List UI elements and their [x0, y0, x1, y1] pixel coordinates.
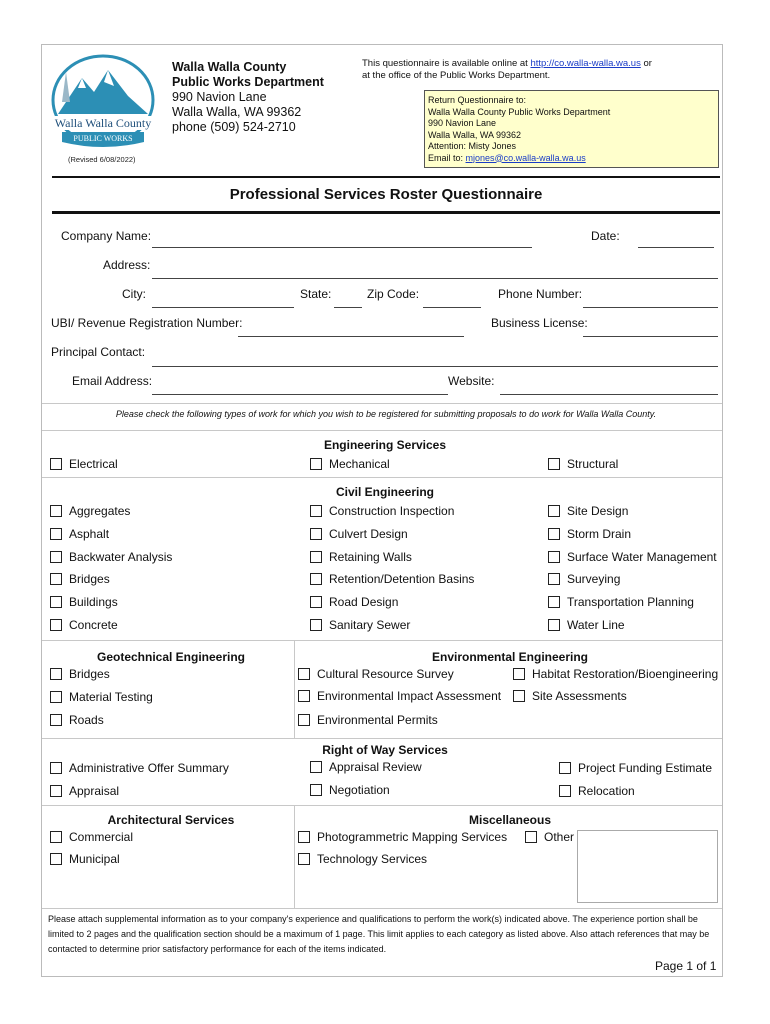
checkbox[interactable]	[50, 528, 62, 540]
website-input[interactable]	[500, 394, 718, 395]
other-text-box[interactable]	[577, 830, 718, 903]
checkbox-label: Aggregates	[69, 504, 131, 518]
checkbox-relocation[interactable]	[559, 784, 635, 798]
return-box	[424, 90, 719, 168]
checkbox-site-design[interactable]	[548, 504, 628, 518]
return-line: Walla Walla County Public Works Department	[428, 106, 611, 117]
checkbox-photogrammetric-mapping[interactable]	[298, 830, 507, 844]
checkbox-municipal[interactable]	[50, 852, 120, 866]
checkbox-environmental-permits[interactable]	[298, 713, 438, 727]
checkbox-site-assessments[interactable]	[513, 689, 627, 703]
checkbox-label: Bridges	[69, 667, 110, 681]
return-email-link[interactable]: mjones@co.walla-walla.wa.us	[465, 152, 586, 163]
checkbox[interactable]	[310, 505, 322, 517]
checkbox-label: Electrical	[69, 457, 118, 471]
divider	[42, 908, 722, 909]
checkbox[interactable]	[548, 551, 560, 563]
checkbox-commercial[interactable]	[50, 830, 133, 844]
checkbox-habitat-restoration[interactable]	[513, 667, 718, 681]
checkbox-geo-bridges[interactable]	[50, 667, 110, 681]
checkbox-label: Surveying	[567, 572, 621, 586]
divider	[42, 430, 722, 431]
checkbox-label: Bridges	[69, 572, 110, 586]
checkbox-water-line[interactable]	[548, 618, 625, 632]
checkbox-roads[interactable]	[50, 713, 104, 727]
checkbox[interactable]	[50, 551, 62, 563]
checkbox-buildings[interactable]	[50, 595, 118, 609]
availability-text: This questionnaire is available online at	[362, 58, 531, 69]
org-city: Walla Walla, WA 99362	[172, 105, 302, 119]
checkbox-label: Commercial	[69, 830, 134, 844]
license-label: Business License:	[491, 316, 588, 330]
checkbox-label: Technology Services	[317, 852, 428, 866]
checkbox[interactable]	[50, 831, 62, 843]
logo-dept-text: PUBLIC WORKS	[73, 134, 133, 143]
checkbox-label: Habitat Restoration/Bioengineering	[532, 667, 719, 681]
checkbox[interactable]	[310, 596, 322, 608]
availability-note	[362, 58, 712, 82]
checkbox-retention-detention-basins[interactable]	[310, 572, 474, 586]
header-rule	[52, 176, 720, 178]
checkbox-label: Construction Inspection	[329, 504, 455, 518]
checkbox-concrete[interactable]	[50, 618, 118, 632]
checkbox[interactable]	[298, 853, 310, 865]
ubi-label: UBI/ Revenue Registration Number:	[51, 316, 243, 330]
checkbox-label: Retention/Detention Basins	[329, 572, 475, 586]
title-rule	[52, 211, 720, 214]
checkbox-mechanical[interactable]	[310, 457, 390, 471]
geotechnical-heading: Geotechnical Engineering	[96, 650, 246, 664]
divider	[42, 805, 722, 806]
checkbox-culvert-design[interactable]	[310, 527, 408, 541]
date-label: Date:	[591, 229, 620, 243]
revised-date: (Revised 6/08/2022)	[68, 155, 136, 164]
checkbox-project-funding-estimate[interactable]	[559, 761, 712, 775]
license-input[interactable]	[583, 336, 718, 337]
address-label: Address:	[103, 258, 151, 272]
checkbox-structural[interactable]	[548, 457, 618, 471]
checkbox[interactable]	[310, 551, 322, 563]
environmental-heading: Environmental Engineering	[431, 650, 589, 664]
checkbox[interactable]	[310, 573, 322, 585]
return-email-line	[428, 153, 715, 165]
checkbox-label: Mechanical	[329, 457, 390, 471]
checkbox[interactable]	[513, 668, 525, 680]
divider	[42, 477, 722, 478]
checkbox-label: Transportation Planning	[567, 595, 694, 609]
checkbox-road-design[interactable]	[310, 595, 398, 609]
checkbox-label: Water Line	[567, 618, 625, 632]
checkbox-label: Other	[544, 830, 575, 844]
checkbox-asphalt[interactable]	[50, 527, 109, 541]
page-number: Page 1 of 1	[655, 959, 717, 973]
state-label: State:	[300, 287, 332, 301]
checkbox-label: Roads	[69, 713, 104, 727]
right-of-way-heading: Right of Way Services	[322, 743, 448, 757]
checkbox-other[interactable]	[525, 830, 574, 844]
checkbox-label: Appraisal Review	[329, 760, 422, 774]
divider	[42, 640, 722, 641]
checkbox[interactable]	[50, 596, 62, 608]
page-title: Professional Services Roster Questionnaire	[229, 186, 543, 203]
checkbox-surveying[interactable]	[548, 572, 620, 586]
zip-label: Zip Code:	[367, 287, 420, 301]
checkbox[interactable]	[310, 761, 322, 773]
city-input[interactable]	[152, 307, 294, 308]
checkbox[interactable]	[50, 762, 62, 774]
company-name-label: Company Name:	[61, 229, 152, 243]
divider	[42, 738, 722, 739]
miscellaneous-heading: Miscellaneous	[468, 813, 552, 827]
checkbox-label: Negotiation	[329, 783, 390, 797]
checkbox[interactable]	[50, 458, 62, 470]
email-label: Email to:	[428, 152, 466, 163]
checkbox[interactable]	[559, 785, 571, 797]
checkbox-label: Photogrammetric Mapping Services	[317, 830, 508, 844]
checkbox-label: Cultural Resource Survey	[317, 667, 454, 681]
checkbox[interactable]	[513, 690, 525, 702]
email-address-label: Email Address:	[72, 374, 153, 388]
checkbox[interactable]	[50, 619, 62, 631]
checkbox[interactable]	[50, 785, 62, 797]
checkbox-label: Road Design	[329, 595, 399, 609]
return-line: Walla Walla, WA 99362	[428, 129, 522, 140]
checkbox-label: Project Funding Estimate	[578, 761, 713, 775]
date-input[interactable]	[638, 247, 714, 248]
checkbox-label: Site Assessments	[532, 689, 627, 703]
checkbox[interactable]	[559, 762, 571, 774]
checkbox-environmental-impact-assessment[interactable]	[298, 689, 501, 703]
address-input[interactable]	[152, 278, 718, 279]
phone-label: Phone Number:	[498, 287, 583, 301]
checkbox-backwater-analysis[interactable]	[50, 550, 172, 564]
checkbox-label: Buildings	[69, 595, 118, 609]
checkbox-label: Sanitary Sewer	[329, 618, 411, 632]
checkbox[interactable]	[548, 573, 560, 585]
checkbox[interactable]	[298, 714, 310, 726]
availability-or: or	[640, 58, 652, 69]
phone-input[interactable]	[583, 307, 718, 308]
county-logo	[48, 52, 158, 164]
checkbox-label: Retaining Walls	[329, 550, 412, 564]
divider	[42, 403, 722, 404]
checkbox[interactable]	[298, 831, 310, 843]
checkbox-administrative-offer-summary[interactable]	[50, 761, 229, 775]
checkbox-label: Material Testing	[69, 690, 153, 704]
availability-line2: at the office of the Public Works Department.	[362, 70, 551, 81]
checkbox[interactable]	[548, 458, 560, 470]
checkbox[interactable]	[548, 596, 560, 608]
checkbox[interactable]	[50, 668, 62, 680]
checkbox-aggregates[interactable]	[50, 504, 130, 518]
checkbox-storm-drain[interactable]	[548, 527, 631, 541]
zip-input[interactable]	[423, 307, 481, 308]
website-label: Website:	[448, 374, 495, 388]
checkbox-cultural-resource-survey[interactable]	[298, 667, 454, 681]
checkbox-label: Surface Water Management	[567, 550, 717, 564]
checkbox[interactable]	[548, 528, 560, 540]
checkbox[interactable]	[548, 505, 560, 517]
state-input[interactable]	[334, 307, 362, 308]
column-divider	[294, 640, 295, 738]
checkbox-bridges[interactable]	[50, 572, 110, 586]
return-line: Return Questionnaire to:	[428, 95, 527, 105]
checkbox-electrical[interactable]	[50, 457, 118, 471]
return-line: Attention: Misty Jones	[428, 141, 517, 151]
checkbox[interactable]	[50, 573, 62, 585]
checkbox-negotiation[interactable]	[310, 783, 390, 797]
checkbox-appraisal-review[interactable]	[310, 760, 422, 774]
principal-label: Principal Contact:	[51, 345, 146, 359]
checkbox-construction-inspection[interactable]	[310, 504, 454, 518]
ubi-input[interactable]	[238, 336, 464, 337]
checkbox-label: Municipal	[69, 852, 120, 866]
checkbox[interactable]	[310, 619, 322, 631]
checkbox[interactable]	[310, 458, 322, 470]
checkbox-transportation-planning[interactable]	[548, 595, 694, 609]
checkbox-label: Concrete	[69, 618, 118, 632]
checkbox-surface-water-management[interactable]	[548, 550, 717, 564]
org-dept: Public Works Department	[172, 75, 324, 89]
architectural-heading: Architectural Services	[107, 813, 235, 827]
checkbox[interactable]	[50, 714, 62, 726]
org-address	[172, 60, 324, 135]
checkbox[interactable]	[310, 784, 322, 796]
return-line: 990 Navion Lane	[428, 118, 497, 128]
instructions: Please check the following types of work for which you wish to be registered for submitting proposals to do work for Walla Walla County.	[115, 409, 657, 419]
checkbox-label: Environmental Impact Assessment	[317, 689, 502, 703]
checkbox-retaining-walls[interactable]	[310, 550, 412, 564]
email-input[interactable]	[152, 394, 448, 395]
checkbox[interactable]	[50, 691, 62, 703]
org-phone: phone (509) 524-2710	[172, 120, 296, 134]
checkbox-sanitary-sewer[interactable]	[310, 618, 410, 632]
checkbox-label: Asphalt	[69, 527, 110, 541]
checkbox-technology-services[interactable]	[298, 852, 427, 866]
checkbox-label: Site Design	[567, 504, 629, 518]
checkbox[interactable]	[50, 505, 62, 517]
principal-input[interactable]	[152, 366, 718, 367]
checkbox[interactable]	[548, 619, 560, 631]
checkbox-label: Environmental Permits	[317, 713, 438, 727]
checkbox-label: Storm Drain	[567, 527, 632, 541]
checkbox[interactable]	[525, 831, 537, 843]
checkbox[interactable]	[310, 528, 322, 540]
checkbox[interactable]	[298, 668, 310, 680]
org-name: Walla Walla County	[172, 60, 287, 74]
checkbox-label: Appraisal	[69, 784, 120, 798]
logo-name-text: Walla Walla County	[54, 116, 152, 130]
checkbox[interactable]	[298, 690, 310, 702]
checkbox-material-testing[interactable]	[50, 690, 153, 704]
city-label: City:	[122, 287, 146, 301]
checkbox[interactable]	[50, 853, 62, 865]
checkbox-label: Backwater Analysis	[69, 550, 173, 564]
org-street: 990 Navion Lane	[172, 90, 267, 104]
checkbox-label: Administrative Offer Summary	[69, 761, 229, 775]
checkbox-label: Structural	[567, 457, 619, 471]
checkbox-label: Relocation	[578, 784, 635, 798]
checkbox-label: Culvert Design	[329, 527, 408, 541]
company-name-input[interactable]	[152, 247, 532, 248]
civil-engineering-heading: Civil Engineering	[335, 485, 434, 499]
engineering-services-heading: Engineering Services	[323, 438, 447, 452]
footer-note: Please attach supplemental information as to your company's experience and qualifications to perform the work(s) indicated above. The experience portion shall be limited to 2 pages and the qualification section should be a maximum of 1 page. This limit applies to each category as listed above. Also attach references that may be contacted to determine prior satisfactory performance for each of the items indicated.	[48, 914, 710, 954]
column-divider	[294, 805, 295, 908]
website-link[interactable]: http://co.walla-walla.wa.us	[530, 58, 641, 69]
checkbox-appraisal[interactable]	[50, 784, 119, 798]
